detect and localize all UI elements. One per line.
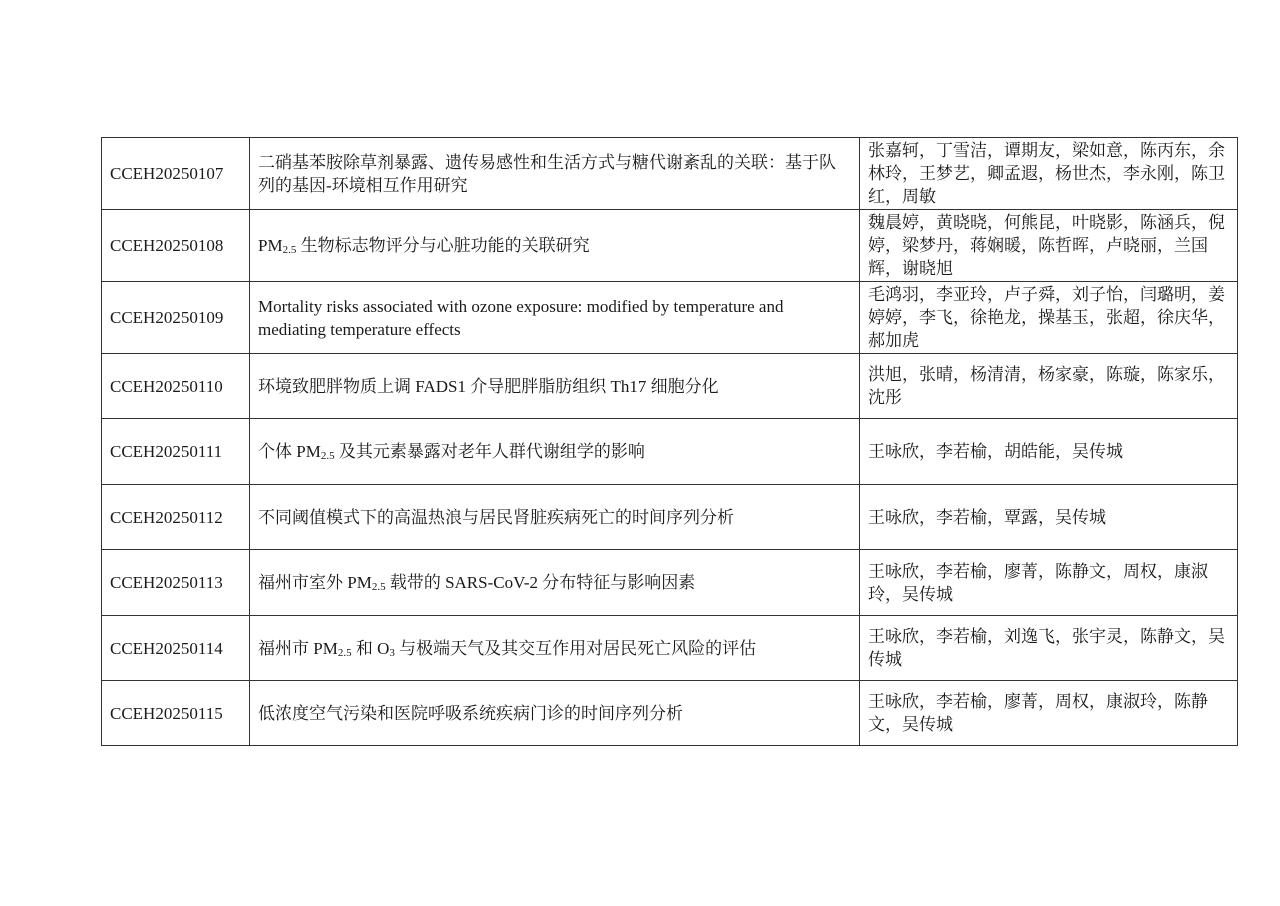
table-row [102, 210, 1238, 282]
table-row [102, 138, 1238, 210]
abstract-title: 个体 $PM_{2.5}$ 及其元素暴露对老年人群代谢组学的影响 [250, 419, 860, 485]
abstract-id: CCEH20250113 [102, 550, 250, 616]
table-row [102, 616, 1238, 681]
abstract-id: CCEH20250108 [102, 210, 250, 282]
table-row [102, 354, 1238, 419]
table-row [102, 550, 1238, 616]
author-list: 洪旭，张晴，杨清清，杨家豪，陈璇，陈家乐，沈彤 [860, 354, 1238, 419]
author-list: 张嘉轲，丁雪洁，谭期友，梁如意，陈丙东，余林玲，王梦艺，卿孟遐，杨世杰，李永刚，陈卫红，周敏 [860, 138, 1238, 210]
abstract-title: 环境致肥胖物质上调 FADS1 介导肥胖脂肪组织 Th17 细胞分化 [250, 354, 860, 419]
table-row [102, 282, 1238, 354]
abstract-id: CCEH20250112 [102, 485, 250, 550]
abstract-id: CCEH20250110 [102, 354, 250, 419]
author-list: 王咏欣，李若榆，胡皓能，吴传城 [860, 419, 1238, 485]
abstract-id: CCEH20250107 [102, 138, 250, 210]
author-list: 王咏欣，李若榆，覃露，吴传城 [860, 485, 1238, 550]
abstract-title: 福州市室外 $PM_{2.5}$ 载带的 SARS-CoV-2 分布特征与影响因素 [250, 550, 860, 616]
abstract-title: $PM_{2.5}$ 生物标志物评分与心脏功能的关联研究 [250, 210, 860, 282]
abstract-id: CCEH20250115 [102, 681, 250, 746]
abstract-id: CCEH20250114 [102, 616, 250, 681]
abstract-title: 二硝基苯胺除草剂暴露、遗传易感性和生活方式与糖代谢紊乱的关联：基于队列的基因-环境相互作用研究 [250, 138, 860, 210]
author-list: 王咏欣，李若榆，廖菁，周权，康淑玲，陈静文，吴传城 [860, 681, 1238, 746]
abstract-title: 不同阈值模式下的高温热浪与居民肾脏疾病死亡的时间序列分析 [250, 485, 860, 550]
author-list: 王咏欣，李若榆，刘逸飞，张宇灵，陈静文，吴传城 [860, 616, 1238, 681]
abstract-table [101, 137, 1238, 746]
abstract-title: 福州市 $PM_{2.5}$ 和 $O_3$ 与极端天气及其交互作用对居民死亡风险的评估 [250, 616, 860, 681]
abstract-id: CCEH20250109 [102, 282, 250, 354]
abstract-id: CCEH20250111 [102, 419, 250, 485]
author-list: 毛鸿羽，李亚玲，卢子舜，刘子怡，闫璐明，姜婷婷，李飞，徐艳龙，操基玉，张超，徐庆华，郝加虎 [860, 282, 1238, 354]
author-list: 王咏欣，李若榆，廖菁，陈静文，周权，康淑玲，吴传城 [860, 550, 1238, 616]
table-row [102, 419, 1238, 485]
abstract-title: Mortality risks associated with ozone exposure: modified by temperature and mediating temperature effects [250, 282, 860, 354]
table-row [102, 681, 1238, 746]
table-body [102, 138, 1238, 746]
abstract-title: 低浓度空气污染和医院呼吸系统疾病门诊的时间序列分析 [250, 681, 860, 746]
author-list: 魏晨婷，黄晓晓，何熊昆，叶晓影，陈涵兵，倪婷，梁梦丹，蒋娴暖，陈哲晖，卢晓丽，兰国辉，谢晓旭 [860, 210, 1238, 282]
table-row [102, 485, 1238, 550]
